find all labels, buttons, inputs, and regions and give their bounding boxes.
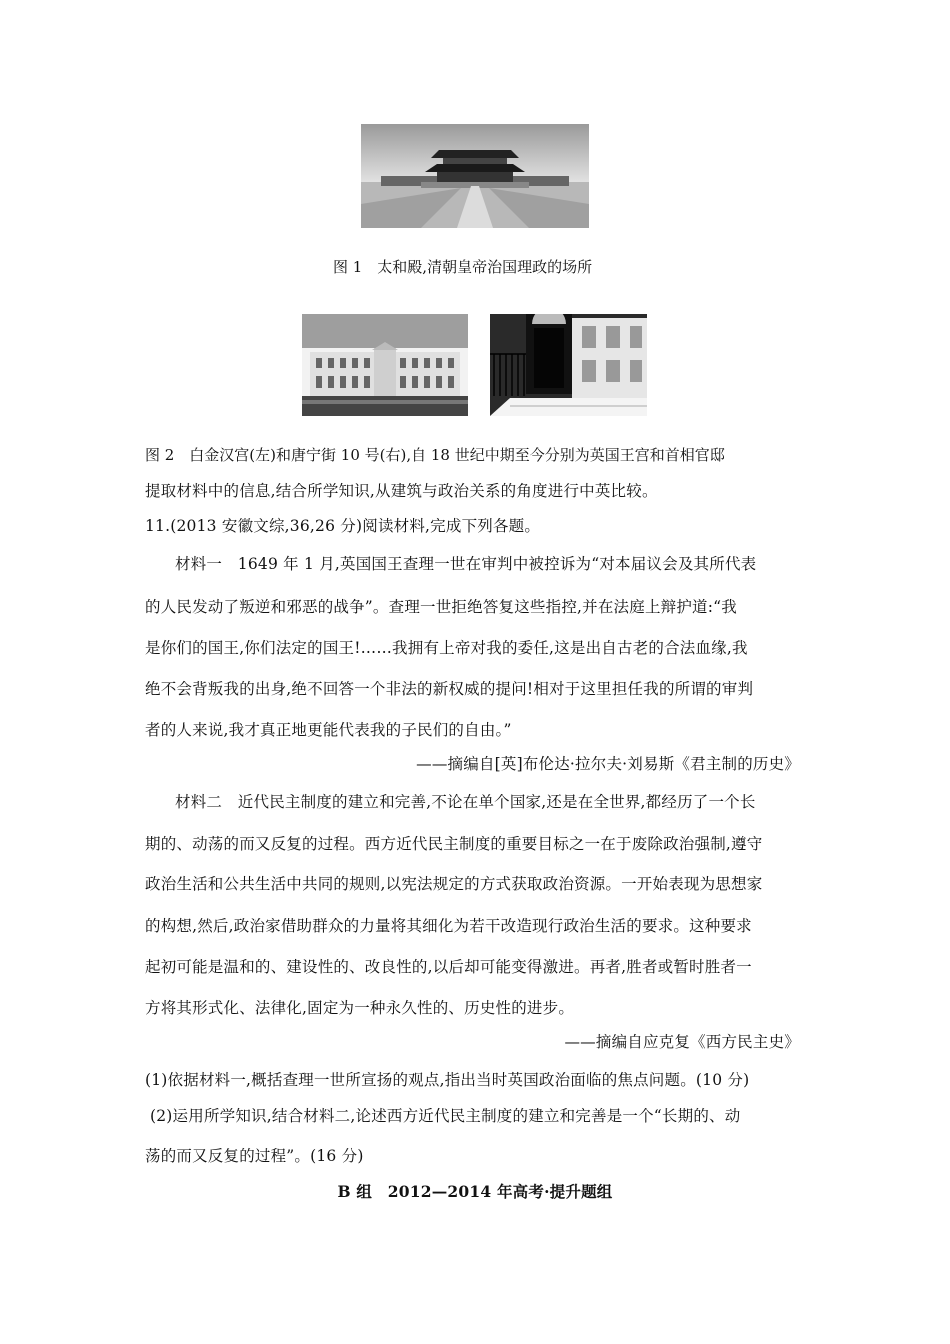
material1-line: 绝不会背叛我的出身,绝不回答一个非法的新权威的提问!相对于这里担任我的所谓的审判 bbox=[145, 680, 754, 698]
material1-line: 是你们的国王,你们法定的国王!……我拥有上帝对我的委任,这是出自古老的合法血缘,我 bbox=[145, 639, 748, 657]
figure2-caption: 图 2 白金汉宫(左)和唐宁街 10 号(右),自 18 世纪中期至今分别为英国王宫和首相官邸 bbox=[145, 446, 725, 464]
downing-street-illustration bbox=[490, 314, 647, 416]
figure1-caption: 图 1 太和殿,清朝皇帝治国理政的场所 bbox=[333, 258, 593, 276]
material2-line: 的构想,然后,政治家借助群众的力量将其细化为若干改造现行政治生活的要求。这种要求 bbox=[145, 917, 752, 935]
downing-street-photo bbox=[490, 314, 647, 416]
material1-line: 者的人来说,我才真正地更能代表我的子民们的自由。” bbox=[145, 721, 512, 739]
material1-line: 的人民发动了叛逆和邪恶的战争”。查理一世拒绝答复这些指控,并在法庭上辩护道:“我 bbox=[145, 598, 737, 616]
material1-source: ——摘编自[英]布伦达·拉尔夫·刘易斯《君主制的历史》 bbox=[416, 755, 800, 773]
question11-header: 11.(2013 安徽文综,36,26 分)阅读材料,完成下列各题。 bbox=[145, 517, 541, 535]
material1-line: 材料一 1649 年 1 月,英国国王查理一世在审判中被控诉为“对本届议会及其所代表 bbox=[175, 555, 757, 573]
subquestion-2-line: 荡的而又反复的过程”。(16 分) bbox=[145, 1147, 364, 1165]
taihedian-photo bbox=[361, 124, 589, 228]
material2-line: 政治生活和公共生活中共同的规则,以宪法规定的方式获取政治资源。一开始表现为思想家 bbox=[145, 875, 763, 893]
material2-line: 期的、动荡的而又反复的过程。西方近代民主制度的重要目标之一在于废除政治强制,遵守 bbox=[145, 835, 763, 853]
buckingham-palace-illustration bbox=[302, 314, 468, 416]
taihedian-illustration bbox=[361, 124, 589, 228]
subquestion-2-line: (2)运用所学知识,结合材料二,论述西方近代民主制度的建立和完善是一个“长期的、动 bbox=[150, 1107, 741, 1125]
material2-source: ——摘编自应克复《西方民主史》 bbox=[564, 1033, 800, 1051]
material2-line: 材料二 近代民主制度的建立和完善,不论在单个国家,还是在全世界,都经历了一个长 bbox=[175, 793, 756, 811]
section-heading: B 组 2012—2014 年高考·提升题组 bbox=[337, 1182, 613, 1201]
material2-line: 方将其形式化、法律化,固定为一种永久性的、历史性的进步。 bbox=[145, 999, 575, 1017]
buckingham-palace-photo bbox=[302, 314, 468, 416]
material2-line: 起初可能是温和的、建设性的、改良性的,以后却可能变得激进。再者,胜者或暂时胜者一 bbox=[145, 958, 752, 976]
question10-prompt: 提取材料中的信息,结合所学知识,从建筑与政治关系的角度进行中英比较。 bbox=[145, 482, 658, 500]
subquestion-1: (1)依据材料一,概括查理一世所宣扬的观点,指出当时英国政治面临的焦点问题。(10 分) bbox=[145, 1071, 750, 1089]
